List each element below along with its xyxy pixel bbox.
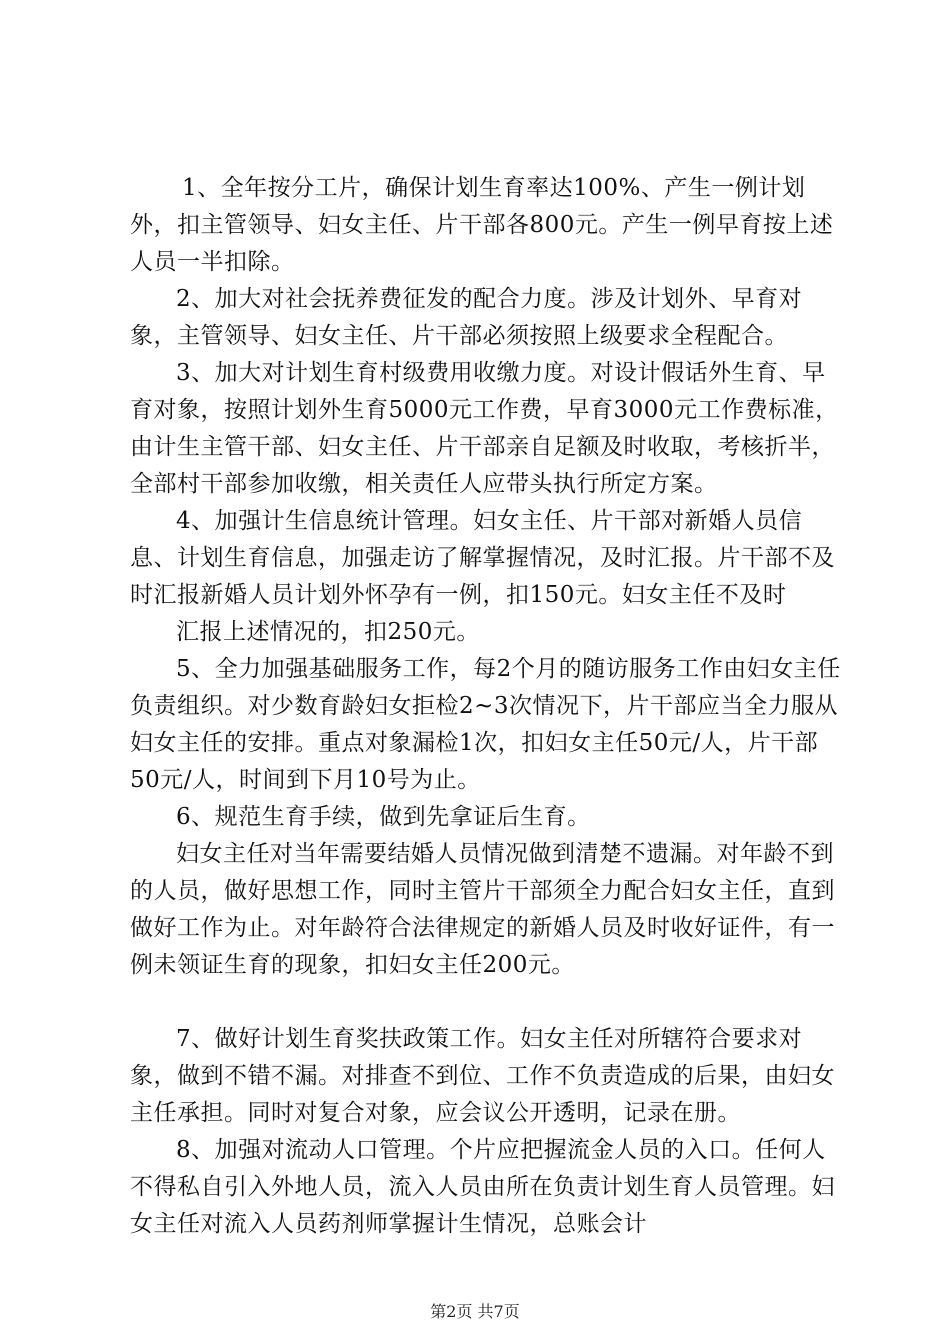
paragraph-item-1: 1、全年按分工片，确保计划生育率达100%、产生一例计划外，扣主管领导、妇女主任、片干部各800元。产生一例早育按上述人员一半扣除。	[130, 175, 834, 275]
paragraph-item-2: 2、加大对社会抚养费征发的配合力度。涉及计划外、早育对象，主管领导、妇女主任、片干部必须按照上级要求全程配合。	[130, 286, 803, 349]
paragraph-item-7: 7、做好计划生育奖扶政策工作。妇女主任对所辖符合要求对象，做到不错不漏。对排查不到位、工作不负责造成的后果，由妇女主任承担。同时对复合对象，应会议公开透明，记录在册。	[130, 1026, 835, 1126]
page-number-footer: 第2页 共7页	[430, 1302, 520, 1321]
paragraph-item-5: 5、全力加强基础服务工作，每2个月的随访服务工作由妇女主任负责组织。对少数育龄妇女拒检2~3次情况下，片干部应当全力服从妇女主任的安排。重点对象漏检1次，扣妇女主任50元/人，片干部50元/人，时间到下月10号为止。	[130, 656, 841, 793]
paragraph-item-6-detail: 妇女主任对当年需要结婚人员情况做到清楚不遗漏。对年龄不到的人员，做好思想工作，同时主管片干部须全力配合妇女主任，直到做好工作为止。对年龄符合法律规定的新婚人员及时收好证件，有一例未领证生育的现象，扣妇女主任200元。	[130, 841, 835, 978]
paragraph-spacer	[130, 984, 846, 1021]
paragraph-item-8: 8、加强对流动人口管理。个片应把握流金人员的入口。任何人不得私自引入外地人员，流入人员由所在负责计划生育人员管理。妇女主任对流入人员药剂师掌握计生情况，总账会计	[130, 1137, 835, 1237]
paragraph-item-6: 6、规范生育手续，做到先拿证后生育。	[176, 804, 591, 830]
document-body	[130, 170, 846, 1243]
paragraph-item-3: 3、加大对计划生育村级费用收缴力度。对设计假话外生育、早育对象，按照计划外生育5000元工作费，早育3000元工作费标准，由计生主管干部、妇女主任、片干部亲自足额及时收取，考核折半，全部村干部参加收缴，相关责任人应带头执行所定方案。	[130, 360, 839, 497]
paragraph-continuation: 汇报上述情况的，扣250元。	[176, 619, 480, 645]
paragraph-item-4: 4、加强计生信息统计管理。妇女主任、片干部对新婚人员信息、计划生育信息，加强走访了解掌握情况，及时汇报。片干部不及时汇报新婚人员计划外怀孕有一例，扣150元。妇女主任不及时	[130, 508, 835, 608]
